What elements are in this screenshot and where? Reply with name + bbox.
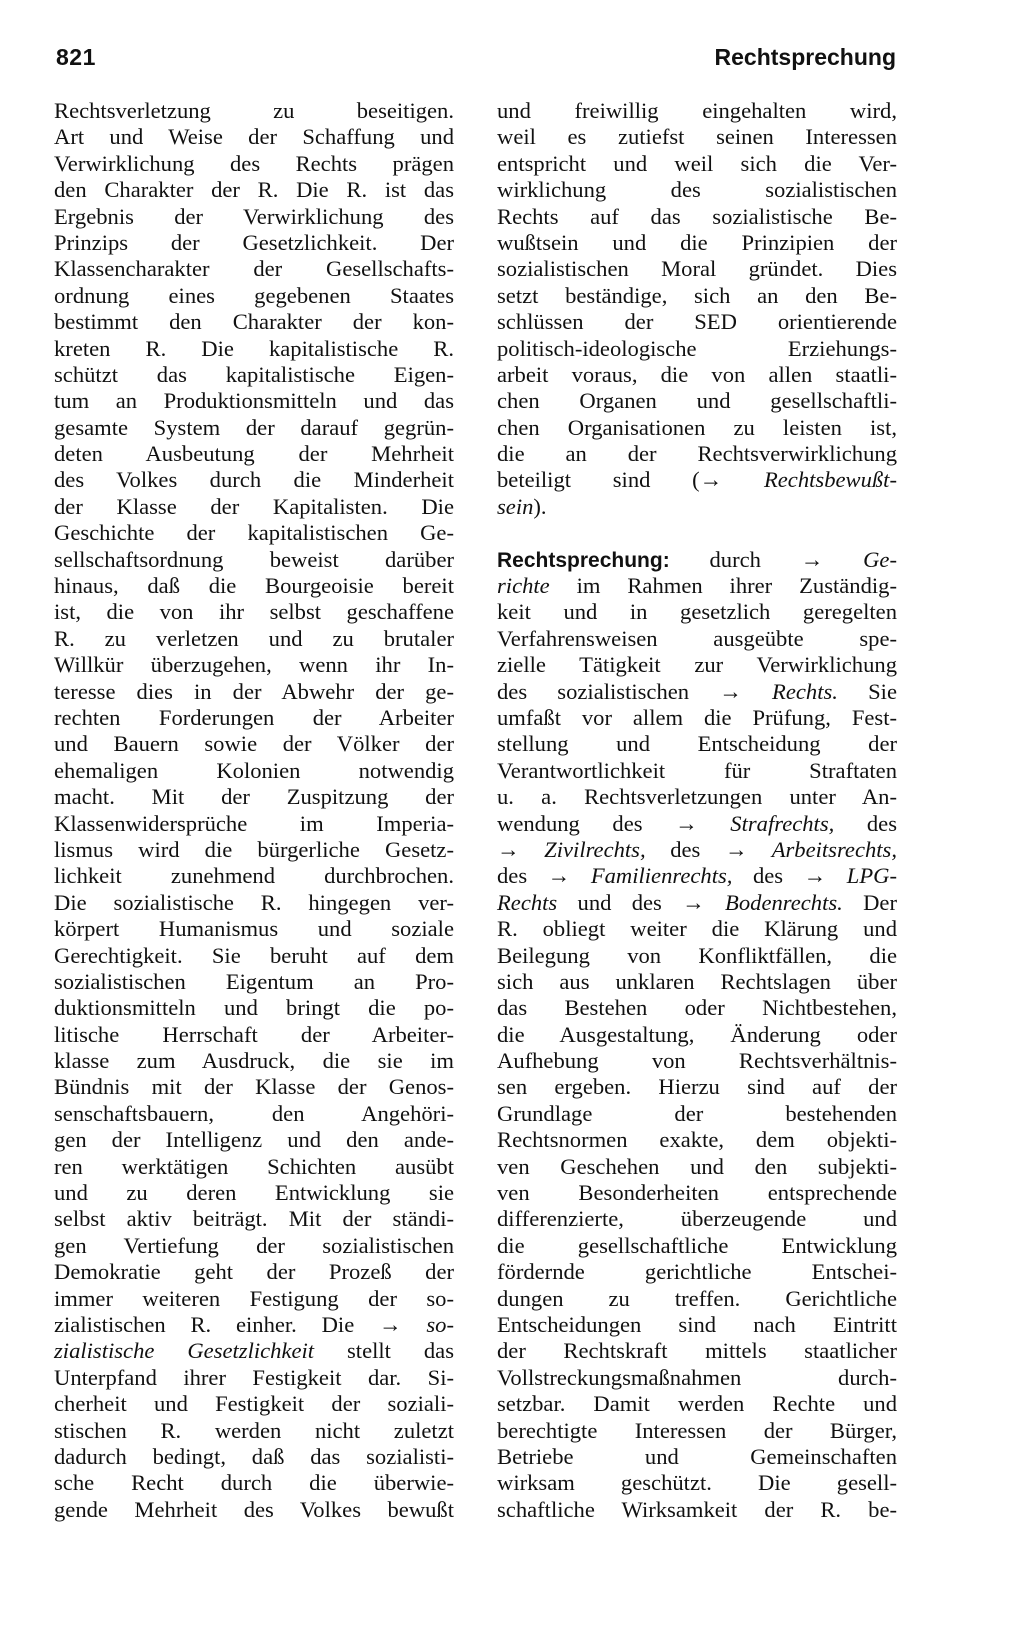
text-line: rechten Forderungen der Arbeiter [54, 704, 454, 730]
text-line: senschaftsbauern, den Angehöri- [54, 1100, 454, 1126]
text-line: schützt das kapitalistische Eigen- [54, 361, 454, 387]
text-line: Grundlage der bestehenden [497, 1100, 897, 1126]
text-line: sen ergeben. Hierzu sind auf der [497, 1074, 897, 1100]
text-line: das Bestehen oder Nichtbestehen, [497, 995, 897, 1021]
text-line: gende Mehrheit des Volkes bewußt [54, 1496, 454, 1522]
left-column-body [54, 98, 454, 1312]
arrow-icon: → [675, 810, 698, 836]
right-column-body [497, 98, 897, 467]
text-line: Willkür überzugehen, wenn ihr In- [54, 652, 454, 678]
text-line: der Klasse der Kapitalisten. Die [54, 493, 454, 519]
text-line: die gesellschaftliche Entwicklung [497, 1232, 897, 1258]
text-line: ehemaligen Kolonien notwendig [54, 757, 454, 783]
text-line: chen Organisationen zu leisten ist, [497, 414, 897, 440]
text-line: wirklichung des sozialistischen [497, 177, 897, 203]
text-line: Bündnis mit der Klasse der Genos- [54, 1074, 454, 1100]
text-line: ren werktätigen Schichten ausübt [54, 1153, 454, 1179]
text-line: klasse zum Ausdruck, die sie im [54, 1048, 454, 1074]
text-line: Ergebnis der Verwirklichung des [54, 203, 454, 229]
text-line: Prinzips der Gesetzlichkeit. Der [54, 229, 454, 255]
text-line: lichkeit zunehmend durchbrochen. [54, 863, 454, 889]
paragraph-gap [497, 520, 897, 546]
text-line: schaftliche Wirksamkeit der R. be- [497, 1496, 897, 1522]
text-line: Betriebe und Gemeinschaften [497, 1443, 897, 1469]
text-line: den Charakter der R. Die R. ist das [54, 177, 454, 203]
text-line: deten Ausbeutung der Mehrheit [54, 441, 454, 467]
text-line: die an der Rechtsverwirklichung [497, 441, 897, 467]
text-line: immer weiteren Festigung der so- [54, 1285, 454, 1311]
running-head: Rechtsprechung [714, 44, 896, 70]
text-line: umfaßt vor allem die Prüfung, Fest- [497, 704, 897, 730]
cross-reference[interactable]: richte [497, 573, 550, 599]
arrow-icon: → [497, 836, 520, 862]
entry-first-line: Rechtsprechung: durch → Ge- [497, 546, 897, 572]
text-line: Klassencharakter der Gesellschafts- [54, 256, 454, 282]
arrow-icon: → [803, 863, 827, 889]
arrow-icon: → [379, 1311, 402, 1337]
text-line: wußtsein und die Prinzipien der [497, 229, 897, 255]
dictionary-entry [497, 547, 897, 1523]
text-line-with-reference: sein). [497, 493, 547, 519]
cross-reference[interactable]: sein [497, 493, 534, 519]
cross-reference[interactable]: Rechtsbewußt- [722, 467, 897, 493]
cross-reference[interactable]: Familienrechts, [570, 863, 733, 889]
text-line: ven Geschehen und den subjekti- [497, 1153, 897, 1179]
text-line: R. obliegt weiter die Klärung und [497, 916, 897, 942]
cross-reference[interactable]: Bodenrechts. [704, 889, 843, 915]
text-line: chen Organen und gesellschaftli- [497, 388, 897, 414]
text-line-with-reference: richte im Rahmen ihrer Zuständig- [497, 573, 897, 599]
text-line-with-reference: → Zivilrechts, des → Arbeitsrechts, [497, 836, 897, 862]
text-line: setzt beständige, sich an den Be- [497, 282, 897, 308]
page-number: 821 [56, 44, 96, 70]
text-line: politisch-ideologische Erziehungs- [497, 335, 897, 361]
cross-reference[interactable]: Strafrechts, [697, 810, 835, 836]
text-line: Entscheidungen sind nach Eintritt [497, 1311, 897, 1337]
text-line: macht. Mit der Zuspitzung der [54, 784, 454, 810]
text-line-with-reference: beteiligt sind (→ Rechtsbewußt- [497, 467, 897, 493]
arrow-icon: → [719, 678, 742, 704]
cross-reference[interactable]: Rechts. [741, 678, 838, 704]
text-line: schlüssen der SED orientierende [497, 309, 897, 335]
text-line: fördernde gerichtliche Entschei- [497, 1259, 897, 1285]
text-line: dadurch bedingt, daß das sozialisti- [54, 1443, 454, 1469]
text-line: zielle Tätigkeit zur Verwirklichung [497, 652, 897, 678]
text-line: dungen zu treffen. Gerichtliche [497, 1285, 897, 1311]
text-line: sche Recht durch die überwie- [54, 1470, 454, 1496]
text-line: Rechtsverletzung zu beseitigen. [54, 98, 454, 123]
text-line: selbst aktiv beiträgt. Mit der ständi- [54, 1206, 454, 1232]
text-line: sellschaftsordnung beweist darüber [54, 546, 454, 572]
arrow-icon: → [682, 889, 705, 915]
text-line: die Ausgestaltung, Änderung oder [497, 1021, 897, 1047]
text-line: gesamte System der darauf gegrün- [54, 414, 454, 440]
text-line: stellung und Entscheidung der [497, 731, 897, 757]
text-line: wirksam geschützt. Die gesell- [497, 1470, 897, 1496]
text-line: Rechts auf das sozialistische Be- [497, 203, 897, 229]
entry-headword: Rechtsprechung: [497, 548, 670, 572]
text-line: Beilegung von Konfliktfällen, die [497, 942, 897, 968]
text-line: ist, die von ihr selbst geschaffene [54, 599, 454, 625]
cross-reference[interactable]: LPG- [826, 863, 897, 889]
text-line: Art und Weise der Schaffung und [54, 124, 454, 150]
text-line: weil es zutiefst seinen Interessen [497, 124, 897, 150]
text-line: bestimmt den Charakter der kon- [54, 309, 454, 335]
text-line: Demokratie geht der Prozeß der [54, 1259, 454, 1285]
text-line: sozialistischen Eigentum an Pro- [54, 968, 454, 994]
arrow-icon: → [800, 546, 824, 572]
text-line-with-reference: zialistischen R. einher. Die → so- [54, 1311, 455, 1337]
text-line: ordnung eines gegebenen Staates [54, 282, 454, 308]
text-line: keit und in gesetzlich geregelten [497, 599, 897, 625]
text-line-with-reference: des sozialistischen → Rechts. Sie [497, 678, 897, 704]
arrow-icon: → [724, 836, 748, 862]
text-line: lismus wird die bürgerliche Gesetz- [54, 836, 454, 862]
text-line: arbeit voraus, die von allen staatli- [497, 361, 897, 387]
text-line: des Volkes durch die Minderheit [54, 467, 454, 493]
text-line: hinaus, daß die Bourgeoisie bereit [54, 573, 454, 599]
text-line: und freiwillig eingehalten wird, [497, 98, 897, 123]
text-line: duktionsmitteln und bringt die po- [54, 995, 454, 1021]
text-line: setzbar. Damit werden Rechte und [497, 1391, 897, 1417]
text-line: Vollstreckungsmaßnahmen durch- [497, 1364, 897, 1390]
text-line: gen Vertiefung der sozialistischen [54, 1232, 454, 1258]
text-line: Verantwortlichkeit für Straftaten [497, 757, 897, 783]
text-line: stischen R. werden nicht zuletzt [54, 1417, 454, 1443]
text-line: Aufhebung von Rechtsverhältnis- [497, 1048, 897, 1074]
text-line-with-reference: Rechts und des → Bodenrechts. Der [497, 889, 897, 915]
left-column [54, 98, 454, 1523]
text-line: differenzierte, überzeugende und [497, 1206, 897, 1232]
entry-body [497, 916, 897, 1523]
text-line: R. zu verletzen und zu brutaler [54, 625, 454, 651]
text-line: teresse dies in der Abwehr der ge- [54, 678, 454, 704]
text-line-with-reference: zialistische Gesetzlichkeit stellt das [54, 1338, 454, 1364]
text-line: Gerechtigkeit. Sie beruht auf dem [54, 942, 454, 968]
text-line: Rechtsnormen exakte, dem objekti- [497, 1127, 897, 1153]
text-line: Geschichte der kapitalistischen Ge- [54, 520, 454, 546]
cross-reference[interactable]: Zivilrechts, [519, 836, 646, 862]
text-line: entspricht und weil sich die Ver- [497, 150, 897, 176]
text-line: der Rechtskraft mittels staatlicher [497, 1338, 897, 1364]
text-line: ven Besonderheiten entsprechende [497, 1180, 897, 1206]
text-line: und zu deren Entwicklung sie [54, 1180, 454, 1206]
right-column [497, 98, 897, 1523]
text-line: kreten R. Die kapitalistische R. [54, 335, 454, 361]
text-line: Klassenwidersprüche im Imperia- [54, 810, 454, 836]
text-line: u. a. Rechtsverletzungen unter An- [497, 784, 897, 810]
arrow-icon: → [699, 467, 723, 493]
left-column-tail [54, 1365, 454, 1523]
cross-reference[interactable]: so- [401, 1311, 455, 1337]
text-line: Unterpfand ihrer Festigkeit dar. Si- [54, 1364, 454, 1390]
text-line: Verfahrensweisen ausgeübte spe- [497, 625, 897, 651]
text-line-with-reference: wendung des → Strafrechts, des [497, 810, 897, 836]
cross-reference[interactable]: zialistische Gesetzlichkeit [54, 1338, 315, 1364]
text-line: sich aus unklaren Rechtslagen über [497, 968, 897, 994]
cross-reference[interactable]: Arbeitsrechts, [747, 836, 897, 862]
arrow-icon: → [547, 863, 571, 889]
text-line: cherheit und Festigkeit der soziali- [54, 1391, 454, 1417]
text-line: gen der Intelligenz und den ande- [54, 1127, 454, 1153]
cross-reference[interactable]: Rechts [497, 889, 558, 915]
text-line: körpert Humanismus und soziale [54, 916, 454, 942]
text-line: litische Herrschaft der Arbeiter- [54, 1021, 454, 1047]
text-line-with-reference: des → Familienrechts, des → LPG- [497, 863, 897, 889]
text-line: und Bauern sowie der Völker der [54, 731, 454, 757]
cross-reference[interactable]: Ge- [823, 546, 897, 572]
text-line: tum an Produktionsmitteln und das [54, 388, 454, 414]
text-line: berechtigte Interessen der Bürger, [497, 1417, 897, 1443]
text-line: Die sozialistische R. hingegen ver- [54, 889, 454, 915]
text-line: sozialistischen Moral gründet. Dies [497, 256, 897, 282]
text-line: Verwirklichung des Rechts prägen [54, 150, 454, 176]
